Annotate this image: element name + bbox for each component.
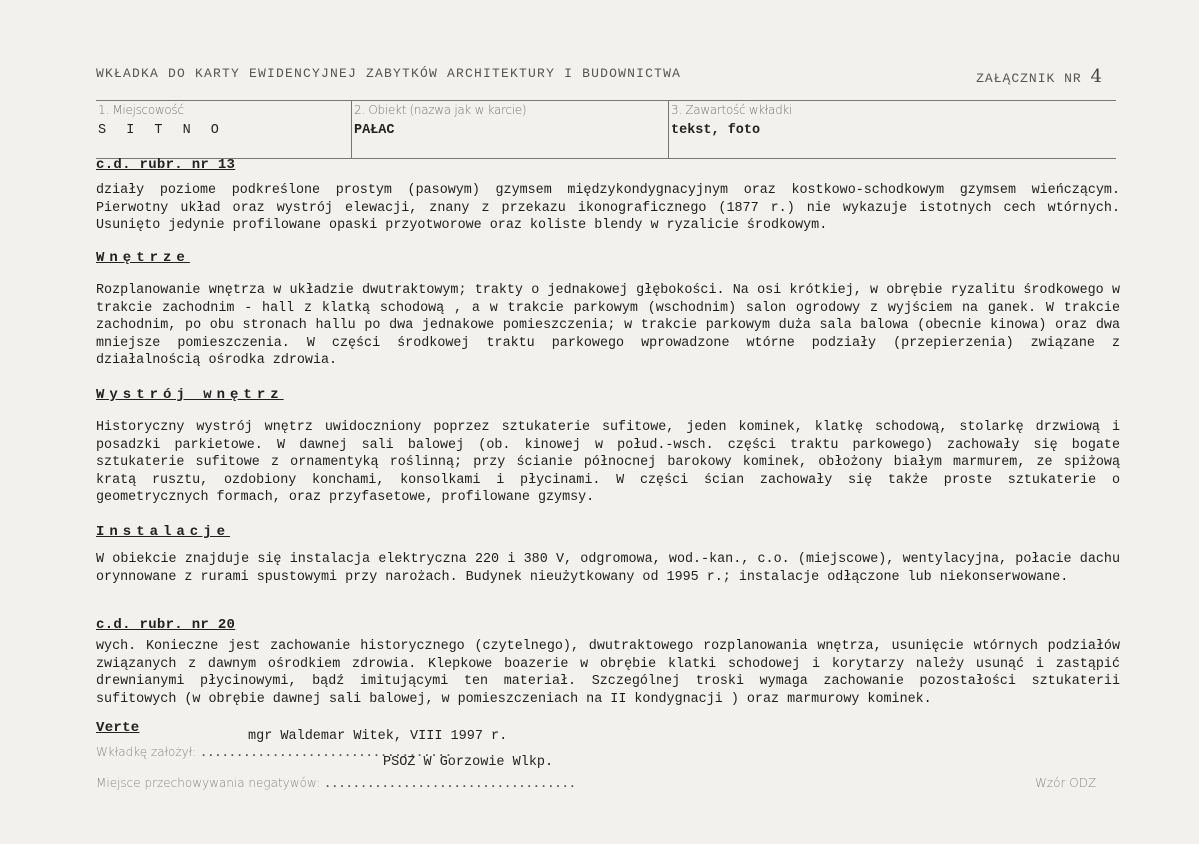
cont20-text: wych. Konieczne jest zachowanie historycznego (czytelnego), dwutraktowego rozplanowania wnętrza, usunięcie wtórnych podziałów związanych z dawnym ośrodkiem zdrowia. Klepkowe boazerie w obrębie klatki schodowej i korytarzy należy usunąć i zastąpić drewnianymi płycinowymi, bądź imitującymi ten materiał. Szczególnej troski wymaga zachowanie pozostałości sztukaterii sufitowych (w obrębie dawnej sali balowej, w pomieszczeniach na II kondygnacji ) oraz marmurowy kominek. (96, 639, 1120, 707)
verte-label: Verte (96, 720, 140, 736)
interior-text: Rozplanowanie wnętrza w układzie dwutraktowym; trakty o jednakowej głębokości. Na osi krótkiej, w obrębie ryzalitu środkowego w trakcie zachodnim - hall z klatką schodową , a w trakcie parkowym (wschodnim) salon ogrodowy z wyjściem na ganek. W trakcie zachodnim, po obu stronach hallu po dwa jednakowe pomieszczenia; w trakcie parkowym duża sala balowa (obecnie kinowa) oraz dwa mniejsze pomieszczenia. W części środkowej traktu parkowego wprowadzone wtórne podziały (przepierzenia) związane z działalnością ośrodka zdrowia. (96, 283, 1120, 368)
field-place-value: S I T N O (98, 123, 225, 138)
field-place (96, 101, 351, 159)
attachment-number-value: 4 (1090, 66, 1103, 87)
author-dots: ................................... (200, 746, 453, 760)
section-interior (96, 250, 1120, 370)
section-cont-20 (96, 617, 1120, 708)
install-text: W obiekcie znajduje się instalacja elektryczna 220 i 380 V, odgromowa, wod.-kan., c.o. (miejscowe), wentylacyjna, połacie dachu orynnowane z rurami spustowymi przy narożach. Budynek nieużytkowany od 1995 r.; instalacje odłączone lub niekonserwowane. (96, 552, 1120, 585)
author-name: mgr Waldemar Witek, VIII 1997 r. (248, 729, 508, 744)
cont13-text: działy poziome podkreślone prostym (pasowym) gzymsem międzykondygnacyjnym oraz kostkowo-schodkowym gzymsem wieńczącym. Pierwotny układ oraz wystrój elewacji, znany z przekazu ikonograficznego (1877 r.) nie wykazuje istotnych cech wtórnych. Usunięto jedynie profilowane opaski przyotworowe oraz koliste blendy w ryzalicie środkowym. (96, 183, 1120, 233)
author-organization: PSOZ W Gorzowie Wlkp. (383, 755, 554, 770)
field-object-value: PAŁAC (354, 123, 395, 138)
negatives-label: Miejsce przechowywania negatywów: (96, 776, 321, 790)
section-decor (96, 387, 1120, 507)
cont20-heading: c.d. rubr. nr 20 (96, 617, 236, 633)
form-code: Wzór ODZ (1035, 776, 1097, 790)
field-content (668, 101, 1117, 159)
attachment-number (976, 66, 1103, 87)
section-installations (96, 524, 1120, 586)
decor-text: Historyczny wystrój wnętrz uwidoczniony poprzez sztukaterie sufitowe, jeden kominek, klatkę schodową, stolarkę drzwiową i posadzki parkietowe. W dawnej sali balowej (ob. kinowej w połud.-wsch. części traktu parkowego) zachowały się bogate sztukaterie sufitowe z ornamentyką roślinną; przy ścianie północnej barokowy kominek, obłożony białym marmurem, ze spiżową kratą rusztu, ozdobiony konchami, konsolkami i płycinami. W części ścian zachowały się także proste sztukaterie o geometrycznych formach, oraz przyfasetowe, profilowane gzymsy. (96, 420, 1120, 505)
field-place-label: 1. Miejscowość (98, 103, 184, 117)
author-label: Wkładkę założył: (96, 745, 197, 759)
field-content-label: 3. Zawartość wkładki (671, 103, 793, 117)
form-title: WKŁADKA DO KARTY EWIDENCYJNEJ ZABYTKÓW ARCHITEKTURY I BUDOWNICTWA (96, 66, 682, 81)
attachment-label: ZAŁĄCZNIK NR (976, 71, 1082, 86)
header-fields-grid (96, 100, 1116, 159)
negatives-row (96, 776, 576, 791)
negatives-dots: ................................... (323, 777, 577, 791)
install-heading: Instalacje (96, 524, 231, 540)
interior-heading: Wnętrze (96, 250, 190, 266)
section-cont-13 (96, 157, 1120, 235)
decor-heading: Wystrój wnętrz (96, 387, 284, 403)
field-object-label: 2. Obiekt (nazwa jak w karcie) (354, 103, 527, 117)
field-content-value: tekst, foto (671, 123, 761, 138)
cont13-heading: c.d. rubr. nr 13 (96, 157, 236, 173)
field-object (351, 101, 669, 159)
